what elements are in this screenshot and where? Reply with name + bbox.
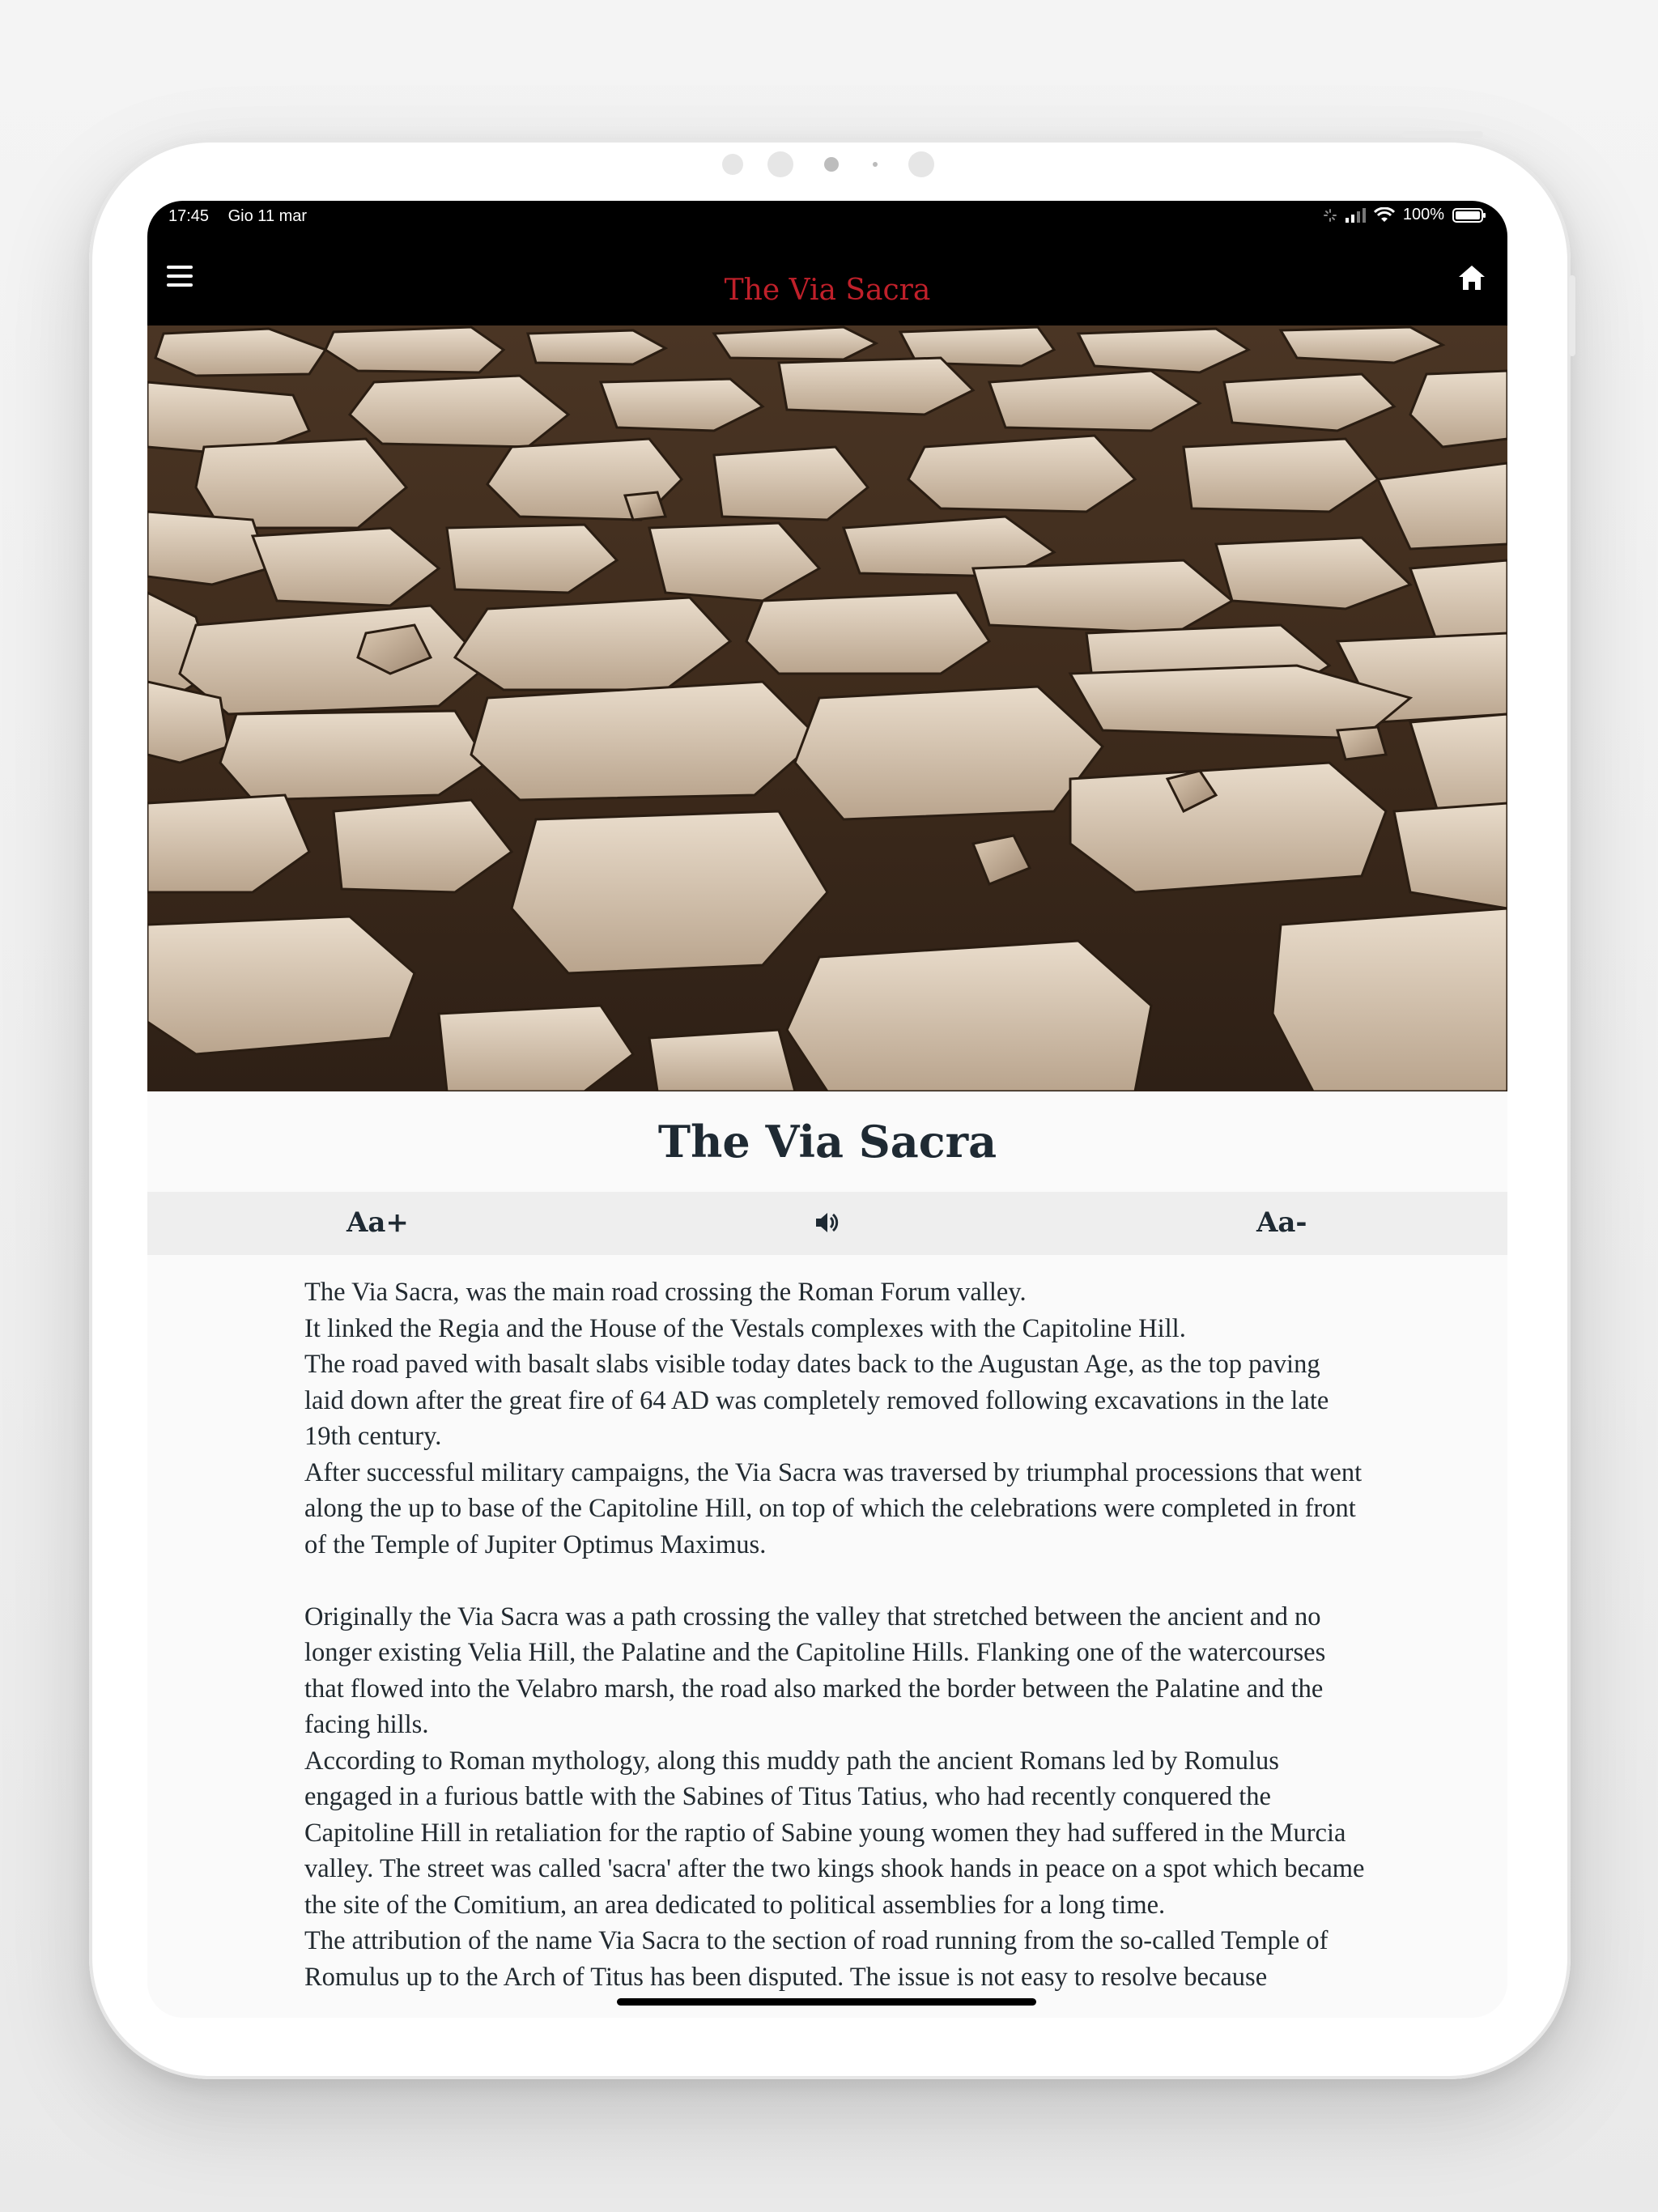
volume-button [1569,275,1575,356]
article-paragraph: The road paved with basalt slabs visible today dates back to the Augustan Age, as the top paving laid down after the great fire of 64 AD was completely removed following excavations in the late 19th century. [304,1350,1329,1451]
speaker-icon[interactable] [813,1208,842,1237]
hero-image [147,325,1507,1091]
app-screen [147,201,1507,2018]
loading-spinner-icon [1324,209,1337,222]
status-bar [147,201,1507,238]
article-paragraph: After successful military campaigns, the Via Sacra was traversed by triumphal processions that went along the up to base of the Capitoline Hill, on top of which the celebrations were completed in front of the Temple of Jupiter Optimus Maximus. [304,1457,1363,1559]
status-date: Gio 11 mar [227,207,308,225]
decrease-font-button[interactable]: Aa- [1256,1206,1307,1239]
article-paragraph: It linked the Regia and the House of the Vestals complexes with the Capitoline Hill. [304,1313,1186,1343]
article-paragraph: According to Roman mythology, along this muddy path the ancient Romans led by Romulus engaged in a furious battle with the Sabines of Titus Tatius, who had recently conquered the Capitoline Hill in retaliation for the raptio of Sabine young women they had suffered in the Murcia valley. The street was called 'sacra' after the two kings shook hands in peace on a spot which became the site of the Comitium, an area dedicated to political assemblies for a long time. [304,1746,1365,1920]
home-indicator[interactable] [617,1998,1036,2006]
article-title: The Via Sacra [657,1116,997,1168]
power-button [1402,131,1483,138]
wifi-icon [1374,207,1395,223]
reader-toolbar [147,1192,1507,1255]
article-title-bar [147,1091,1507,1192]
article-paragraph: The Via Sacra, was the main road crossing the Roman Forum valley. [304,1278,1027,1307]
article-body [304,1274,1365,1995]
article-blank-line [304,1563,1365,1599]
home-icon[interactable] [1456,262,1488,295]
camera-sensors [0,154,1658,186]
nav-title: The Via Sacra [724,274,931,307]
battery-percentage: 100% [1402,206,1444,223]
navigation-bar [147,238,1507,325]
increase-font-button[interactable]: Aa+ [346,1206,409,1239]
battery-icon [1452,207,1486,223]
cellular-signal-icon [1345,208,1366,223]
article-paragraph: The attribution of the name Via Sacra to the section of road running from the so-called Temple of Romulus up to the Arch of Titus has been disputed. The issue is not easy to resolve because [304,1926,1329,1992]
article-paragraph: Originally the Via Sacra was a path crossing the valley that stretched between the ancient and no longer existing Velia Hill, the Palatine and the Capitoline Hills. Flanking one of the watercourses that flowed into the Velabro marsh, the road also marked the border between the Palatine and the facing hills. [304,1602,1326,1739]
status-time: 17:45 [168,207,210,225]
